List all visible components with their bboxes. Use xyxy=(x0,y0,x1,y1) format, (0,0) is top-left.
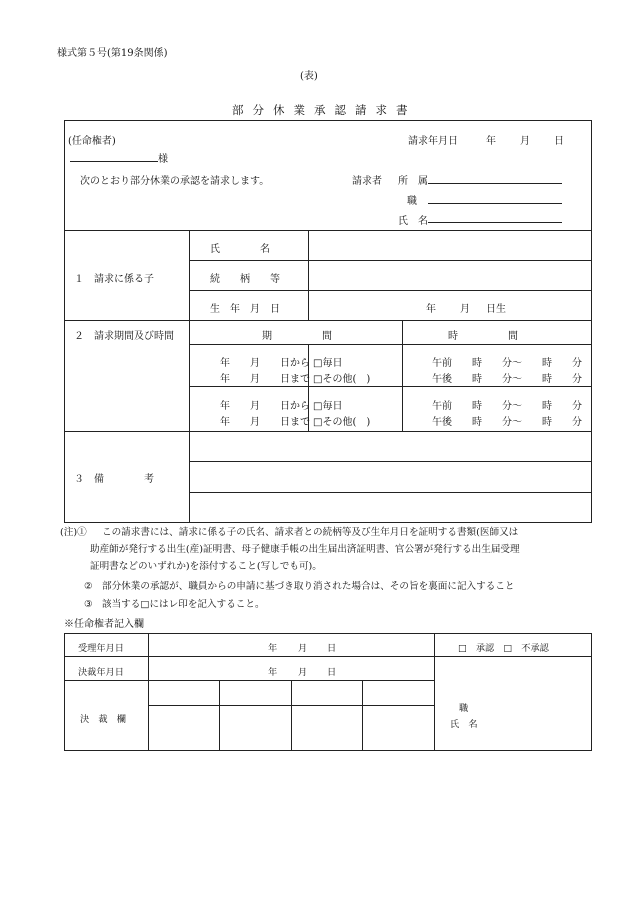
decision-month: 月 xyxy=(298,667,308,678)
daily-checkbox[interactable]: □毎日 xyxy=(313,358,343,369)
note-3: 該当する□にはレ印を記入すること。 xyxy=(102,599,265,610)
pm-time: 午後 時 分～ 時 分 xyxy=(432,374,582,385)
birth-day-label: 日生 xyxy=(486,304,506,315)
am-time: 午前 時 分～ 時 分 xyxy=(432,358,582,369)
decision-year: 年 xyxy=(268,667,278,678)
note-2-mark: ② xyxy=(84,581,93,592)
name-label: 氏 名 xyxy=(398,216,428,227)
other-checkbox[interactable]: □その他( ) xyxy=(313,417,371,428)
decision-day: 日 xyxy=(327,667,337,678)
child-name-label: 氏 名 xyxy=(210,244,270,255)
birth-month-label: 月 xyxy=(460,304,470,315)
position-label: 職 xyxy=(407,196,417,207)
child-name-field[interactable] xyxy=(318,240,588,256)
form-number: 様式第５号(第19条関係) xyxy=(57,48,168,59)
birth-year-label: 年 xyxy=(426,304,436,315)
note-1-line-3: 証明書などのいずれか)を添付すること(写しでも可)。 xyxy=(90,561,322,572)
remarks-section-label: ３ 備 考 xyxy=(74,474,154,485)
requester-label: 請求者 xyxy=(352,176,382,187)
note-1-line-2: 助産師が発行する出生(産)証明書、母子健康手帳の出生届出済証明書、官公署が発行する出生届受理 xyxy=(90,544,520,555)
affiliation-field[interactable] xyxy=(428,183,562,184)
time-header: 時 間 xyxy=(448,331,518,342)
child-section-label: １ 請求に係る子 xyxy=(74,274,154,285)
decision-box-label: 決 裁 欄 xyxy=(80,714,126,725)
request-day-label: 日 xyxy=(554,136,564,147)
page-title: 部分休業承認請求書 xyxy=(232,103,417,117)
am-time: 午前 時 分～ 時 分 xyxy=(432,401,582,412)
name-field[interactable] xyxy=(428,222,562,223)
remarks-field-1[interactable] xyxy=(192,434,588,459)
appointer-label: (任命権者) xyxy=(68,136,116,147)
child-relation-field[interactable] xyxy=(318,270,588,286)
note-1-line-1: この請求書には、請求に係る子の氏名、請求者との続柄等及び生年月日を証明する書類(医師又は xyxy=(102,527,519,538)
request-year-label: 年 xyxy=(486,136,496,147)
appointer-name-label: 氏 名 xyxy=(450,719,478,730)
remarks-field-3[interactable] xyxy=(192,495,588,520)
decision-date-label: 決裁年月日 xyxy=(78,667,124,678)
period-from: 年 月 日から xyxy=(220,358,310,369)
note-2: 部分休業の承認が、職員からの申請に基づき取り消された場合は、その旨を裏面に記入すること xyxy=(102,581,515,592)
period-to: 年 月 日まで xyxy=(220,374,310,385)
affiliation-label: 所 属 xyxy=(398,176,428,187)
pm-time: 午後 時 分～ 時 分 xyxy=(432,417,582,428)
approval-checkboxes[interactable]: □ 承認 □ 不承認 xyxy=(458,643,549,654)
request-month-label: 月 xyxy=(520,136,530,147)
period-to: 年 月 日まで xyxy=(220,417,310,428)
received-date-label: 受理年月日 xyxy=(78,643,124,654)
received-year: 年 xyxy=(268,643,278,654)
child-birth-label: 生 年 月 日 xyxy=(210,304,280,315)
received-day: 日 xyxy=(327,643,337,654)
note-prefix: (注)① xyxy=(60,527,87,538)
appointer-section-heading: ※任命権者記入欄 xyxy=(64,619,144,630)
request-text: 次のとおり部分休業の承認を請求します。 xyxy=(80,176,270,187)
period-header: 期 間 xyxy=(262,331,332,342)
daily-checkbox[interactable]: □毎日 xyxy=(313,401,343,412)
position-field[interactable] xyxy=(428,203,562,204)
period-section-label: ２ 請求期間及び時間 xyxy=(74,331,174,342)
appointer-name-line[interactable] xyxy=(70,161,158,162)
request-date-label: 請求年月日 xyxy=(408,136,458,147)
sama-label: 様 xyxy=(158,154,168,165)
appointer-position-label: 職 xyxy=(459,703,469,714)
other-checkbox[interactable]: □その他( ) xyxy=(313,374,371,385)
received-month: 月 xyxy=(298,643,308,654)
form-side: (表) xyxy=(300,71,318,82)
remarks-field-2[interactable] xyxy=(192,464,588,489)
period-from: 年 月 日から xyxy=(220,401,310,412)
note-3-mark: ③ xyxy=(84,599,93,610)
child-relation-label: 続 柄 等 xyxy=(210,274,280,285)
